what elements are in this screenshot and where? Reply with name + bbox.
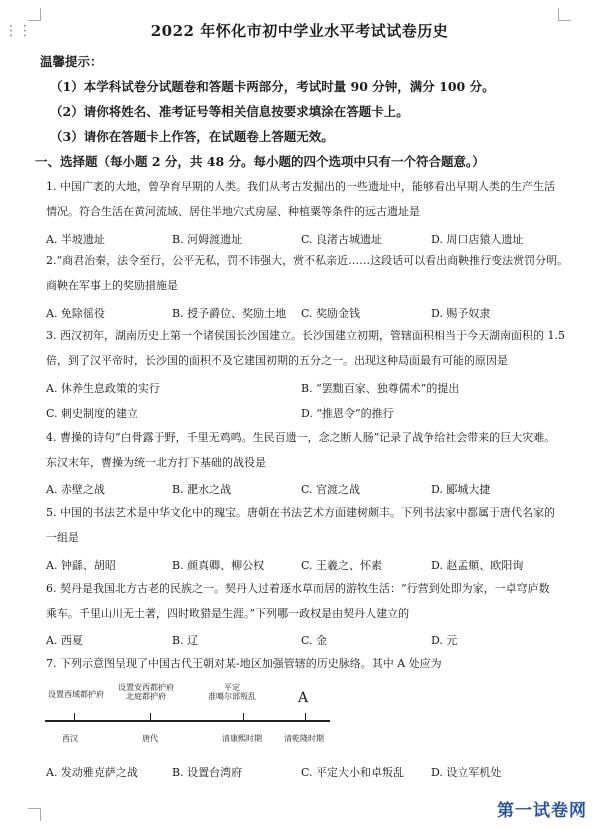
q6-option-a[interactable]: A. 西夏: [46, 634, 83, 647]
q4-option-b[interactable]: B. 淝水之战: [172, 483, 232, 496]
q4-option-a[interactable]: A. 赤壁之战: [46, 483, 105, 496]
question-2-line-1: 2.“商君治秦，法令至行，公平无私，罚不讳强大，赏不私亲近……这段话可以看出商鞅推行变法赏罚分明。: [46, 254, 569, 267]
crop-mark-bottom-left: [28, 808, 41, 821]
q2-option-d[interactable]: D. 赐予奴隶: [431, 307, 491, 320]
timeline-event-1: 设置西域都护府: [48, 690, 104, 699]
timeline-axis: [45, 720, 330, 722]
q7-option-d[interactable]: D. 设立军机处: [431, 766, 502, 779]
question-2-line-2: 商鞅在军事上的奖励措施是: [46, 279, 178, 292]
section-heading: 一、选择题（每小题 2 分，共 48 分。每小题的四个选项中只有一个符合题意。）: [35, 154, 485, 169]
question-5-line-1: 5. 中国的书法艺术是中华文化中的瑰宝。唐朝在书法艺术方面建树颇丰。下列书法家中都属于唐代名家的: [46, 506, 555, 519]
q2-option-c[interactable]: C. 奖励金钱: [301, 307, 361, 320]
question-3-line-2: 倍，到了汉平帝时，长沙国的面积不及它建国初期的五分之一。出现这种局面最有可能的原因是: [46, 354, 508, 367]
question-1-line-1: 1. 中国广袤的大地，曾孕育早期的人类。我们从考古发掘出的一些遗址中，能够看出早期人类的生产生活: [46, 180, 555, 193]
q1-option-b[interactable]: B. 河姆渡遗址: [172, 233, 243, 246]
question-4-line-1: 4. 曹操的诗句“白骨露于野，千里无鸡鸣。生民百遗一，念之断人肠”记录了战争给社会带来的巨大灾难。: [46, 431, 556, 444]
q3-option-a[interactable]: A. 休养生息政策的实行: [46, 382, 160, 395]
q4-option-c[interactable]: C. 官渡之战: [301, 483, 361, 496]
q7-option-c[interactable]: C. 平定大小和卓叛乱: [301, 766, 405, 779]
q4-option-d[interactable]: D. 郾城大捷: [431, 483, 491, 496]
q5-option-d[interactable]: D. 赵孟頫、欧阳询: [431, 559, 524, 572]
q1-option-d[interactable]: D. 周口店猿人遗址: [431, 233, 524, 246]
timeline-event-3: 平定 准噶尔部叛乱: [208, 683, 256, 701]
q3-option-d[interactable]: D. “推恩令”的推行: [301, 407, 394, 420]
timeline-tick: [150, 713, 151, 721]
timeline-tick: [74, 713, 75, 721]
question-6-line-2: 乘车。千里山川无土著，四时畋猎是生涯。”下列哪一政权是由契丹人建立的: [46, 607, 410, 620]
question-3-line-1: 3. 西汉初年，湖南历史上第一个诸侯国长沙国建立。长沙国建立初期，管辖面积相当于今天湖南面积的 1.5: [46, 329, 565, 342]
drag-handle-icon[interactable]: ⋮⋮: [4, 23, 32, 39]
q2-option-a[interactable]: A. 免除徭役: [46, 307, 105, 320]
question-4-line-2: 东汉末年，曹操为统一北方打下基础的战役是: [46, 456, 266, 469]
timeline-period-1: 西汉: [62, 734, 78, 743]
timeline-period-3: 清康熙时期: [222, 734, 262, 743]
q1-option-c[interactable]: C. 良渚古城遗址: [301, 233, 383, 246]
q5-option-c[interactable]: C. 王羲之、怀素: [301, 559, 383, 572]
q6-option-c[interactable]: C. 金: [301, 634, 328, 647]
tip-item: （1）本学科试卷分试题卷和答题卡两部分，考试时量 90 分钟，满分 100 分。: [50, 79, 495, 94]
q3-option-c[interactable]: C. 刺史制度的建立: [46, 407, 139, 420]
q6-option-d[interactable]: D. 元: [431, 634, 458, 647]
timeline-event-a: A: [298, 690, 309, 706]
question-5-line-2: 一组是: [46, 531, 79, 544]
question-6-line-1: 6. 契丹是我国北方古老的民族之一。契丹人过着逐水草而居的游牧生活：“行营到处即为家，一卓穹庐数: [46, 582, 550, 595]
q1-option-a[interactable]: A. 半坡遗址: [46, 233, 105, 246]
q2-option-b[interactable]: B. 授予爵位、奖励土地: [172, 307, 287, 320]
question-7-line-1: 7. 下列示意图呈现了中国古代王朝对某-地区加强管辖的历史脉络。其中 A 处应为: [46, 657, 442, 670]
tips-heading: 温馨提示：: [40, 54, 103, 69]
timeline-period-4: 清乾隆时期: [284, 734, 324, 743]
tip-item: （2）请你将姓名、准考证号等相关信息按要求填涂在答题卡上。: [50, 104, 409, 119]
q5-option-b[interactable]: B. 颜真卿、柳公权: [172, 559, 265, 572]
page-title: 2022 年怀化市初中学业水平考试试卷历史: [150, 22, 449, 40]
question-1-line-2: 情况。符合生活在黄河流域、居住半地穴式房屋、种植粟等条件的远古遗址是: [46, 205, 420, 218]
q7-option-b[interactable]: B. 设置台湾府: [172, 766, 243, 779]
q5-option-a[interactable]: A. 钟繇、胡昭: [46, 559, 116, 572]
timeline-tick: [243, 713, 244, 721]
timeline-tick: [305, 713, 306, 721]
tip-item: （3）请你在答题卡上作答，在试题卷上答题无效。: [50, 129, 334, 144]
q3-option-b[interactable]: B. “罢黜百家、独尊儒术”的提出: [301, 382, 460, 395]
site-watermark-logo: 第一试卷网: [497, 801, 587, 821]
timeline-event-2: 设置安西都护府 北庭都护府: [118, 683, 174, 701]
q6-option-b[interactable]: B. 辽: [172, 634, 199, 647]
q7-option-a[interactable]: A. 发动雅克萨之战: [46, 766, 138, 779]
timeline-period-2: 唐代: [142, 734, 158, 743]
